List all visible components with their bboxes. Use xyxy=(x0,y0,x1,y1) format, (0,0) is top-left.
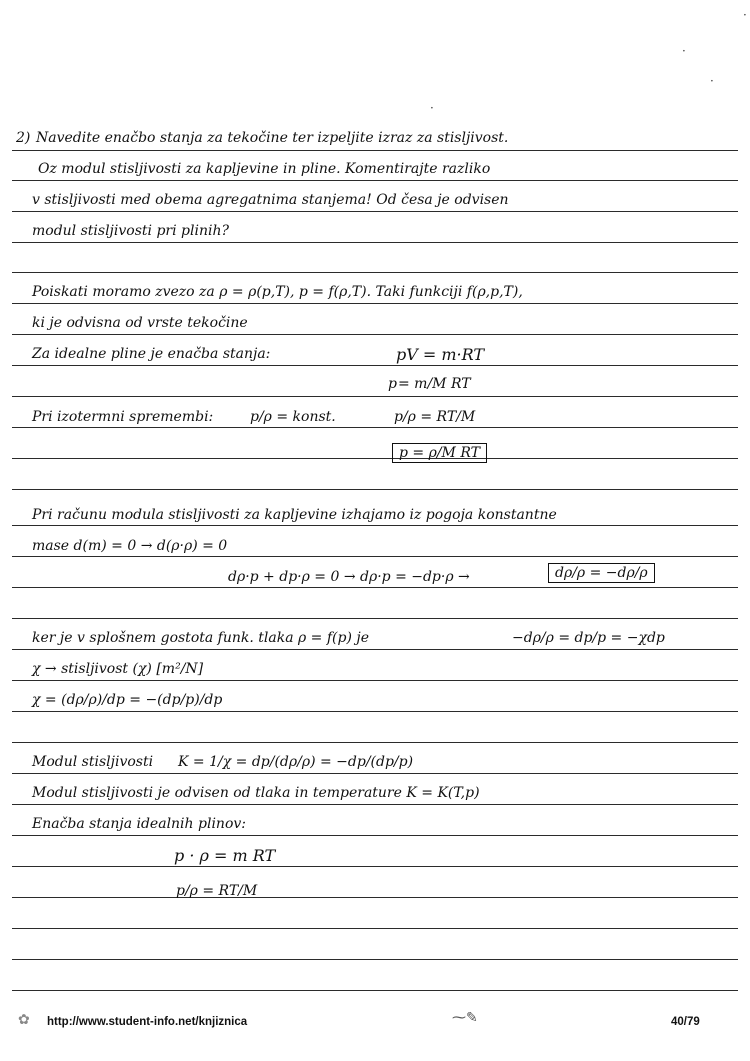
ruled-line xyxy=(12,866,738,867)
answer-p3-equation: −dρ/ρ = dp/p = −χdp xyxy=(512,630,665,646)
ruled-line xyxy=(12,180,738,181)
ideal-gas-equation-2: p/ρ = RT/M xyxy=(176,883,258,899)
compressibility-definition: χ → stisljivost (χ) [m²/N] xyxy=(32,661,204,677)
ruled-line xyxy=(12,211,738,212)
ruled-line xyxy=(12,525,738,526)
footer-scribble: ⁓✎ xyxy=(452,1010,478,1026)
ruled-line xyxy=(12,556,738,557)
question-line-3: v stisljivosti med obema agregatnima stanjema! Od česa je odvisen xyxy=(32,192,509,208)
question-line-4: modul stisljivosti pri plinih? xyxy=(32,223,229,239)
answer-p1-line3: Za idealne pline je enačba stanja: xyxy=(32,346,271,362)
answer-p1-line1: Poiskati moramo zvezo za ρ = ρ(p,T), p = f(ρ,T). Taki funkciji f(ρ,p,T), xyxy=(32,284,523,300)
question-number: 2) xyxy=(16,130,31,146)
ruled-line xyxy=(12,649,738,650)
ruled-line xyxy=(12,458,738,459)
ruled-line xyxy=(12,618,738,619)
ruled-line xyxy=(12,680,738,681)
ruled-line xyxy=(12,489,738,490)
isothermal-equation: p/ρ = konst. xyxy=(250,409,336,425)
boxed-density-relation: dρ/ρ = −dρ/ρ xyxy=(548,563,655,583)
equation-pvm-a: p xyxy=(388,376,397,392)
ruled-line xyxy=(12,427,738,428)
ruled-line xyxy=(12,365,738,366)
modulus-dependence: Modul stisljivosti je odvisen od tlaka in temperature K = K(T,p) xyxy=(32,785,480,801)
ruled-line xyxy=(12,959,738,960)
ruled-line xyxy=(12,742,738,743)
answer-p2-line3: dρ·p + dp·ρ = 0 → dρ·p = −dp·ρ → xyxy=(228,569,470,585)
question-line-1: Navedite enačbo stanja za tekočine ter izpeljite izraz za stisljivost. xyxy=(36,130,509,146)
ruled-line xyxy=(12,334,738,335)
ruled-line xyxy=(12,835,738,836)
equation-pv: pV = m·RT xyxy=(396,345,485,364)
ruled-line xyxy=(12,990,738,991)
ruled-line xyxy=(12,303,738,304)
scan-speck: · xyxy=(682,44,686,58)
scan-speck: · xyxy=(710,74,714,88)
equation-pvm-b: = m/M RT xyxy=(398,376,471,392)
ruled-line xyxy=(12,150,738,151)
ruled-line xyxy=(12,711,738,712)
modulus-label: Modul stisljivosti xyxy=(32,754,154,770)
ruled-line xyxy=(12,272,738,273)
modulus-equation: K = 1/χ = dp/(dρ/ρ) = −dp/(dp/p) xyxy=(178,754,414,770)
boxed-ideal-gas-equation: p = ρ/M RT xyxy=(392,443,487,463)
footer-stamp-icon: ✿ xyxy=(18,1012,30,1028)
ruled-line xyxy=(12,242,738,243)
answer-p3-line1: ker je v splošnem gostota funk. tlaka ρ = f(p) je xyxy=(32,630,369,646)
ideal-gas-title: Enačba stanja idealnih plinov: xyxy=(32,816,246,832)
footer-url[interactable]: http://www.student-info.net/knjiznica xyxy=(47,1016,248,1028)
equation-p-rho-rt: p/ρ = RT/M xyxy=(394,409,476,425)
ruled-line xyxy=(12,928,738,929)
compressibility-equation: χ = (dρ/ρ)/dp = −(dp/p)/dp xyxy=(32,692,223,708)
answer-p2-line2: mase d(m) = 0 → d(ρ·ρ) = 0 xyxy=(32,538,228,554)
scan-speck: · xyxy=(430,101,434,115)
ruled-line xyxy=(12,587,738,588)
isothermal-label: Pri izotermni spremembi: xyxy=(32,409,214,425)
answer-p2-line1: Pri računu modula stisljivosti za kapljevine izhajamo iz pogoja konstantne xyxy=(32,507,557,523)
page-number: 40/79 xyxy=(671,1016,700,1028)
ruled-line xyxy=(12,773,738,774)
question-line-2: Oz modul stisljivosti za kapljevine in pline. Komentirajte razliko xyxy=(38,161,491,177)
ruled-line xyxy=(12,897,738,898)
answer-p1-line2: ki je odvisna od vrste tekočine xyxy=(32,315,248,331)
ruled-line xyxy=(12,396,738,397)
ideal-gas-equation-1: p · ρ = m RT xyxy=(174,846,276,865)
scan-speck: · xyxy=(743,8,747,22)
ruled-line xyxy=(12,804,738,805)
